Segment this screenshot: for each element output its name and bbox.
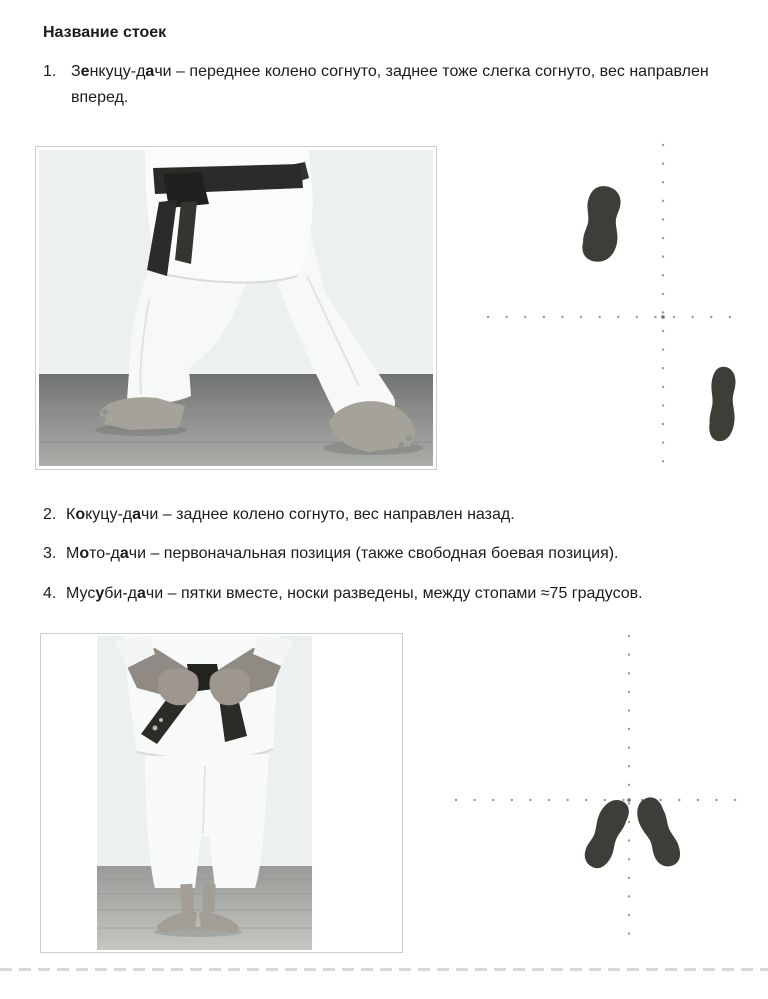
list-item-number: 2. [43,506,57,523]
footprint-right-icon [631,794,685,871]
belt-label-stitch [159,718,163,722]
stance-term [71,63,172,80]
stance-description: – заднее колено согнуто, вес направлен назад. [158,506,515,523]
term-part: З [71,63,81,80]
list-item-number: 4. [43,585,57,602]
term-part: би-д [104,585,137,602]
term-stressed-letter: о [79,545,90,562]
footprint-left-icon [579,795,633,872]
toe [102,409,108,415]
toe [406,435,412,441]
toe [100,416,106,422]
list-item-text [66,581,763,607]
stance-list-item-1 [43,59,745,111]
term-part: М [66,545,80,562]
stance-term [66,506,158,523]
musubi-foot-diagram [450,628,768,960]
term-stressed-letter: е [80,63,90,80]
term-part: Мус [66,585,96,602]
stance-photo-zenkutsu [39,150,433,466]
list-item-text [66,502,763,528]
stance-photo-musubi [97,636,312,950]
zenkutsu-foot-diagram [455,140,760,475]
term-stressed-letter: а [132,506,142,523]
term-part: куцу-д [85,506,133,523]
term-part: чи [145,585,164,602]
list-item-number: 3. [43,545,57,562]
stance-description: – переднее колено согнуто, заднее тоже слегка согнуто, вес направлен вперед. [71,63,709,106]
term-stressed-letter: у [95,585,105,602]
stance-term [66,545,146,562]
term-stressed-letter: а [119,545,129,562]
term-part: нкуцу-д [89,63,146,80]
footprint-front-icon [581,184,624,264]
stance-list-item-2 [43,502,763,528]
stance-description: – первоначальная позиция (также свободная боевая позиция). [146,545,619,562]
term-part: чи [141,506,159,523]
right-ankle [202,884,215,913]
term-part: чи [154,63,172,80]
page-break-separator [0,968,768,971]
term-part: то-д [89,545,120,562]
toe [398,442,404,448]
stance-photo-musubi-frame [40,633,403,953]
stance-photo-zenkutsu-frame [35,146,437,470]
left-ankle [180,884,193,913]
term-stressed-letter: а [145,63,155,80]
diagram-origin-dot [627,798,631,802]
stance-list-item-3 [43,541,763,567]
list-item-text [71,59,745,111]
stance-term [66,585,163,602]
stance-description: – пятки вместе, носки разведены, между стопами ≈75 градусов. [163,585,643,602]
list-item-text [66,541,763,567]
term-part: К [66,506,76,523]
page-title: Название стоек [43,24,167,41]
term-stressed-letter: а [137,585,146,602]
term-part: чи [128,545,147,562]
footprint-rear-icon [708,366,737,442]
diagram-origin-dot [661,315,665,319]
belt-label-stitch [153,726,158,731]
stance-list-item-4 [43,581,763,607]
term-stressed-letter: о [75,506,86,523]
list-item-number: 1. [43,63,57,80]
